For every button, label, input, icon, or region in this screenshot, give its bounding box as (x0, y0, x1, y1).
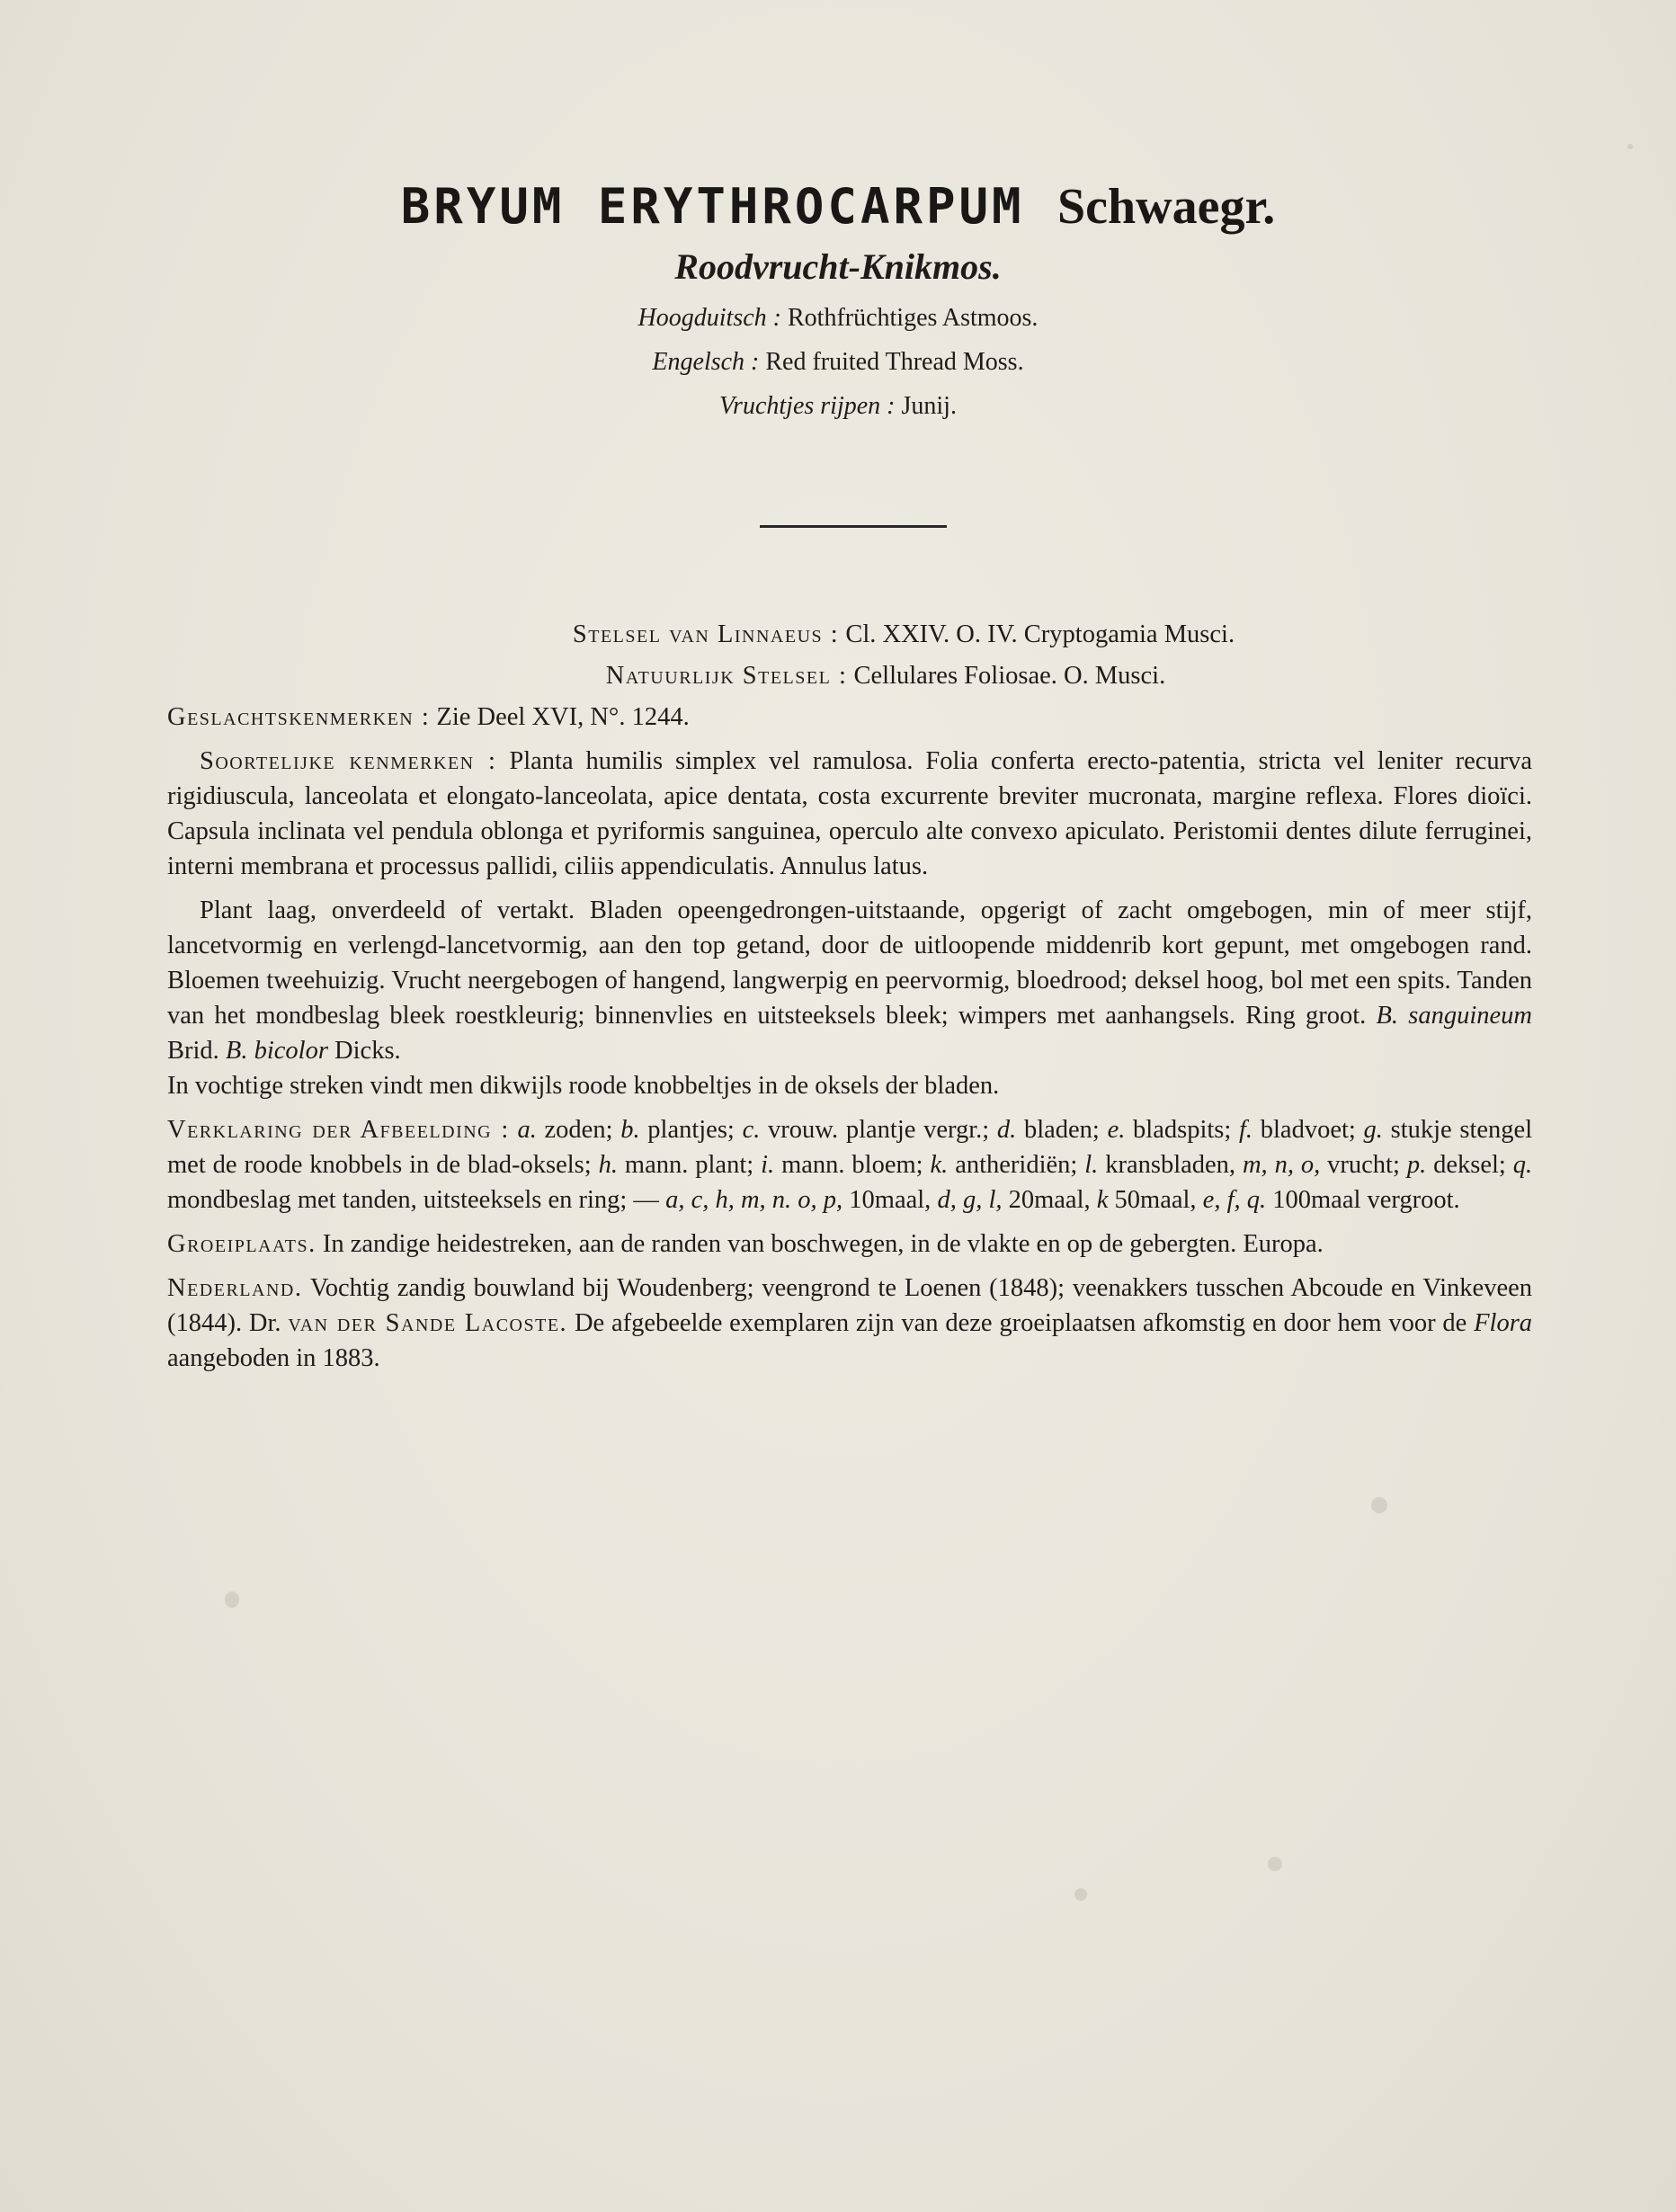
vernacular-german (0, 296, 1676, 340)
figure-key: f. (1239, 1116, 1253, 1144)
figure-description: bladspits; (1133, 1116, 1232, 1144)
natural-system-line (167, 658, 1532, 693)
collector-name: van der Sande Lacoste. (288, 1309, 568, 1337)
dutch-description (167, 893, 1532, 1103)
figure-key: k. (930, 1151, 949, 1179)
netherlands-localities (167, 1271, 1532, 1376)
linnaeus-text: Cl. XXIV. O. IV. Cryptogamia Musci. (845, 620, 1235, 648)
figure-description: deksel; (1433, 1151, 1506, 1179)
synonym-author: Dicks. (334, 1037, 401, 1065)
figure-key: p. (1406, 1151, 1427, 1179)
figure-key: e, f, q. (1202, 1186, 1267, 1214)
genus-text: Zie Deel XVI, N°. 1244. (436, 703, 690, 731)
page-title (0, 175, 1676, 238)
figure-key: a. (517, 1116, 537, 1144)
figure-legend-label: Verklaring der Afbeelding : (167, 1116, 510, 1144)
figure-key: b. (620, 1116, 640, 1144)
netherlands-text: Vochtig zandig bouwland bij Woudenberg; veengrond te Loenen (1848); veenakkers tusschen Abcoude en Vinkeveen (1844). Dr. (167, 1274, 1532, 1337)
figure-description: plantjes; (647, 1116, 735, 1144)
figure-description: bladvoet; (1260, 1116, 1356, 1144)
synonym-species: sanguineum (1408, 1002, 1533, 1030)
linnaeus-line (167, 617, 1532, 652)
title-author: Schwaegr. (1057, 179, 1276, 235)
figure-description: 100maal vergroot. (1272, 1186, 1460, 1214)
genus-label: Geslachtskenmerken : (167, 703, 431, 731)
fruiting-label: Vruchtjes rijpen : (719, 392, 896, 420)
netherlands-text: aangeboden in 1883. (167, 1344, 380, 1372)
figure-description: antheridiën; (955, 1151, 1078, 1179)
figure-description: 20maal, (1008, 1186, 1091, 1214)
paper-spot (1371, 1497, 1387, 1513)
figure-key: a, c, h, m, n. o, p, (665, 1186, 843, 1214)
netherlands-label: Nederland. (167, 1274, 303, 1302)
figure-description: bladen; (1023, 1116, 1100, 1144)
figure-key: h. (598, 1151, 618, 1179)
paper-spot (1268, 1857, 1282, 1871)
genus-characters (167, 700, 1532, 735)
figure-key: q. (1512, 1151, 1533, 1179)
figure-description: mann. plant; (624, 1151, 754, 1179)
habitat-text: In zandige heidestreken, aan de randen van boschwegen, in de vlakte en op de gebergten. Europa. (322, 1230, 1324, 1258)
figure-description: kransbladen, (1105, 1151, 1236, 1179)
figure-key: e. (1107, 1116, 1126, 1144)
netherlands-text: De afgebeelde exemplaren zijn van deze groeiplaatsen afkomstig en door hem voor de (574, 1309, 1467, 1337)
latin-label: Soortelijke kenmerken : (200, 747, 497, 775)
figure-description: 10maal, (849, 1186, 932, 1214)
habitat-label: Groeiplaats. (167, 1230, 316, 1258)
fruiting-time (0, 384, 1676, 428)
header (0, 175, 1676, 428)
vernacular-label: Engelsch : (652, 348, 760, 376)
flora-title: Flora (1474, 1309, 1533, 1337)
dutch-text: Plant laag, onverdeeld of vertakt. Bladen opeengedrongen-uitstaande, opgerigt of zacht omgebogen, min of meer stijf, lancetvormig en verlengd-lancetvormig, aan den top getand, door de uitloopende middenrib kort gepunt, met omgebogen rand. Bloemen tweehuizig. Vrucht neergebogen of hangend, langwerpig en peervormig, bloedrood; deksel hoog, bol met een spits. Tanden van het mondbeslag bleek roestkleurig; binnenvlies en uitsteeksels bleek; wimpers met aanhangsels. Ring groot. (167, 896, 1532, 1030)
figure-description: 50maal, (1114, 1186, 1197, 1214)
figure-description: vrouw. plantje vergr.; (768, 1116, 990, 1144)
habitat (167, 1226, 1532, 1262)
figure-key: c. (742, 1116, 761, 1144)
latin-description (167, 744, 1532, 884)
synonym-genus: B. (1376, 1002, 1399, 1030)
figure-description: stukje stengel met de roode knobbels in de blad-oksels; (167, 1116, 1533, 1179)
figure-legend (167, 1112, 1532, 1217)
natural-label: Natuurlijk Stelsel : (605, 662, 848, 690)
figure-description: vrucht; (1327, 1151, 1400, 1179)
fruiting-text: Junij. (901, 392, 957, 420)
synonym-genus: B. (225, 1037, 248, 1065)
title-genus: BRYUM ERYTHROCARPUM (400, 178, 1025, 235)
latin-text: Planta humilis simplex vel ramulosa. Folia conferta erecto-patentia, stricta vel leniter recurva rigidiuscula, lanceolata et elongato-lanceolata, apice dentata, costa excurrente breviter mucronata, margine reflexa. Flores dioïci. Capsula inclinata vel pendula oblonga et pyriformis sanguinea, operculo alte convexo apiculato. Peristomii dentes dilute ferruginei, interni membrana et processus pallidi, ciliis appendiculatis. Annulus latus. (167, 747, 1533, 880)
divider (760, 525, 947, 528)
figure-description: zoden; (544, 1116, 613, 1144)
paper-spot (1074, 1888, 1087, 1901)
figure-key: m, n, o, (1242, 1151, 1321, 1179)
linnaeus-label: Stelsel van Linnaeus : (572, 620, 840, 648)
vernacular-text: Red fruited Thread Moss. (765, 348, 1024, 376)
synonym-author: Brid. (167, 1037, 219, 1065)
figure-key: g. (1363, 1116, 1383, 1144)
figure-key: l. (1084, 1151, 1099, 1179)
vernacular-label: Hoogduitsch : (637, 304, 781, 332)
figure-description: mondbeslag met tanden, uitsteeksels en ring; — (167, 1186, 659, 1214)
paper-spot (1627, 144, 1633, 149)
figure-key: k (1096, 1186, 1109, 1214)
figure-key: i. (761, 1151, 775, 1179)
body-text (167, 617, 1532, 1385)
synonym-species: bicolor (254, 1037, 328, 1065)
vernacular-english (0, 340, 1676, 384)
note-text: In vochtige streken vindt men dikwijls roode knobbeltjes in de oksels der bladen. (167, 1072, 1000, 1100)
natural-text: Cellulares Foliosae. O. Musci. (853, 662, 1166, 690)
figure-description: mann. bloem; (781, 1151, 923, 1179)
figure-key: d, g, l, (937, 1186, 1003, 1214)
vernacular-text: Rothfrüchtiges Astmoos. (787, 304, 1039, 332)
paper-spot (225, 1592, 239, 1608)
figure-key: d. (996, 1116, 1017, 1144)
dutch-name: Roodvrucht-Knikmos. (674, 246, 1002, 287)
